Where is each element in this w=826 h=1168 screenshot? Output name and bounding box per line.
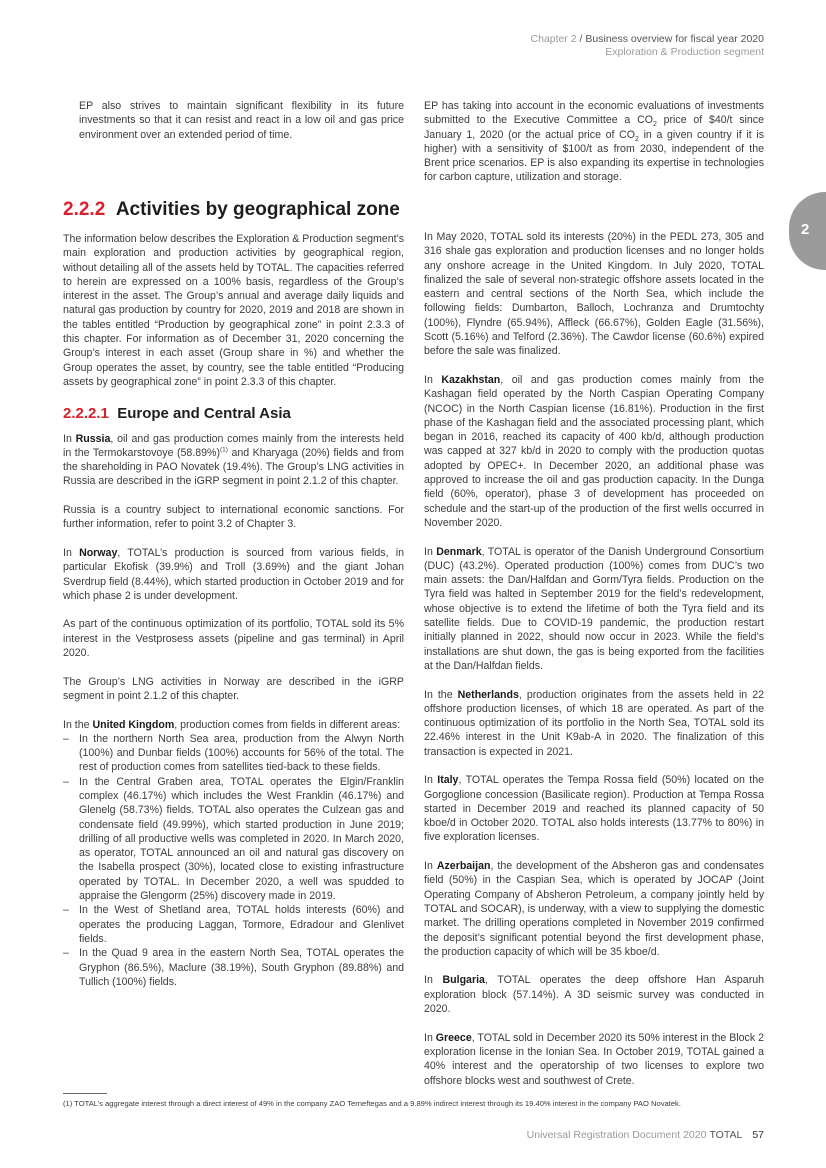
uk-bold: United Kingdom [92,718,175,731]
norway-pre: In [63,546,80,559]
subsection-number: 2.2.2.1 [63,404,109,422]
denmark-bold: Denmark [436,545,482,558]
italy-bold: Italy [437,774,459,787]
kazakhstan-paragraph [424,373,764,530]
italy-paragraph [424,773,764,844]
sanctions-paragraph: Russia is a country subject to international economic sanctions. For further information, refer to point 3.2 of Chapter 3. [63,504,404,531]
section-number: 2.2.2 [63,199,106,220]
uk-text: , production comes from fields in different areas: [174,718,401,731]
netherlands-paragraph [424,688,764,759]
page-footer [527,1129,764,1141]
norway-bold: Norway [79,546,118,559]
page-number: 57 [752,1129,764,1141]
page-header [531,33,764,58]
list-item: – In the northern North Sea area, production from the Alwyn North (100%) and Dunbar fields (100%) accounts for 56% of the total. The rest of production comes from satellites tied-back to these fields. [63,732,404,775]
russia-text-1: , oil and gas production comes mainly from the interests held in the Termokarstovoye (58.89%) [63,432,404,459]
norway-text: , TOTAL’s production is sourced from various fields, in particular Ekofisk (39.9%) and Troll (3.69%) and the giant Johan Sverdrup field (8.44%), which started production in October 2019 and for which phase 2 is under development. [63,546,404,602]
greece-text: , TOTAL sold in December 2020 its 50% interest in the Block 2 exploration license in the Ionian Sea. In October 2019, TOTAL gained a 40% interest and the operatorship of two licenses to explore two offshore blocks west and southwest of Crete. [424,1031,764,1087]
list-item: – In the Central Graben area, TOTAL operates the Elgin/Franklin complex (46.17%) which includes the West Franklin (46.17%) and Glenelg (58.73%) fields. TOTAL also operates the Culzean gas and condensate field (49.99%), which started production in June 2019; drilling of all productive wells was completed in 2020. In March 2020, as operator, TOTAL announced an oil and natural gas discovery on the Isabella prospect (30%), located close to existing infrastructure operated by TOTAL. In December 2020, a well was spudded to appraise the Glengorm (25%) discovery made in 2019. [63,775,404,904]
azerbaijan-pre: In [424,860,437,873]
right-column [424,230,764,1102]
chapter-tab-number: 2 [801,221,810,238]
list-item: – In the West of Shetland area, TOTAL holds interests (60%) and operates the producing Laggan, Tormore, Edradour and Glenlivet fields. [63,903,404,946]
russia-paragraph [63,432,404,489]
greece-bold: Greece [435,1031,472,1044]
intro-right-sub-1: 2 [652,121,657,129]
greece-pre: In [424,1031,436,1044]
subsection-title: Europe and Central Asia [117,404,291,422]
bulgaria-pre: In [424,974,443,987]
bulgaria-paragraph [424,973,764,1016]
list-item: – In the Quad 9 area in the eastern North Sea, TOTAL operates the Gryphon (86.5%), Maclure (38.19%), South Gryphon (89.88%) and Tullich (100%) fields. [63,946,404,989]
uk-intro [63,718,404,732]
chapter-tab [789,192,826,270]
section-intro: The information below describes the Exploration & Production segment’s main exploration and production activities by geographical region, without detailing all of the assets held by TOTAL. The capacities referred to herein are expressed on a 100% basis, regardless of the Group’s interest in the asset. The Group’s annual and average daily liquids and natural gas production by country for 2020, 2019 and 2018 are shown in the tables entitled “Production by geographical zone” in point 2.3.3 of this chapter. For information as of December 31, 2020 concerning the Group’s interest in each asset (Group share in %) and whether the Group operates the asset, by country, see the table entitled “Producing assets by geographical zone” in point 2.3.3 of this chapter. [63,233,404,388]
lng-paragraph: The Group’s LNG activities in Norway are described in the iGRP segment in point 2.1.2 of this chapter. [63,675,404,702]
bulgaria-bold: Bulgaria [442,974,485,987]
netherlands-bold: Netherlands [457,688,519,701]
greece-paragraph [424,1031,764,1088]
denmark-text: , TOTAL is operator of the Danish Underground Consortium (DUC) (43.2%). Operated production (100%) comes from DUC’s two main assets: the Dan/Halfdan and Gorm/Tyra fields. Production on the Tyra field was halted in September 2019 for the field’s redevelopment, whose objective is to extend the lifetime of both the Tyra field and its satellite fields. Due to COVID-19 pandemic, the production restart initially planned in 2022, should now occur in 2023. While the field’s installations are shut down, the gas is being exported from the facilities at the Dan/Halfdan fields. [424,545,765,672]
subsection-heading [63,404,404,423]
footnote: (1) TOTAL’s aggregate interest through a direct interest of 49% in the company ZAO Terneftegas and a 9.89% indirect interest through its 19.40% interest in the company PAO Novatek. [63,1099,681,1108]
optimization-paragraph: As part of the continuous optimization of its portfolio, TOTAL sold its 5% interest in the Vestprosess assets (pipeline and gas terminal) in April 2020. [63,618,404,660]
header-chapter: Chapter 2 [530,33,577,45]
kazakhstan-text: , oil and gas production comes mainly from the Kashagan field operated by the North Caspian Operating Company (NCOC) in the North Caspian license (16.81%). Production in the first phase of the Kashagan field and the associated processing plant, which began in 2016, reached its capacity of 400 kb/d, although production was capped at 327 kb/d in 2020 to comply with the production quotas adopted by OPEC+. In December 2020, an additional phase was approved to increase the oil and gas production capacity. In the Dunga field (60%, operator), phase 3 of development has proceeded on schedule and the start-up of the production of the first wells occurred in November 2020. [424,373,765,529]
section-heading [63,198,404,222]
intro-right-text-1: EP has taking into account in the economic evaluations of investments submitted to the Executive Committee a CO [424,100,764,127]
uk-pre: In the [63,718,93,731]
header-subtitle: Exploration & Production segment [605,45,764,58]
left-column [63,198,404,989]
header-title: Business overview for fiscal year 2020 [585,33,764,45]
header-separator: / [576,33,586,45]
intro-right [424,99,764,199]
kazakhstan-bold: Kazakhstan [441,373,501,386]
denmark-paragraph [424,545,764,674]
footer-brand: TOTAL [709,1129,743,1141]
netherlands-pre: In the [424,688,458,701]
uk-list [63,732,404,989]
norway-paragraph [63,546,404,603]
denmark-pre: In [424,545,437,558]
header-chapter-line [531,33,764,46]
azerbaijan-paragraph [424,859,764,959]
intro-left [63,99,404,156]
kazakhstan-pre: In [424,373,442,386]
intro-right-text-2: price of $40/t since January 1, 2020 (or the actual price of CO [424,114,764,141]
russia-bold: Russia [75,432,111,445]
intro-right-paragraph [424,99,764,185]
bulgaria-text: , TOTAL operates the deep offshore Han Asparuh exploration block (57.14%). A 3D seismic survey was conducted in 2020. [424,974,765,1016]
section-title: Activities by geographical zone [115,199,400,220]
netherlands-text: , production originates from the assets held in 22 offshore production licenses, of which 18 are operated. As part of the continuous optimization of its portfolio in the North Sea, TOTAL sold its 22.46% interest in the Unit K9ab-A in 2020. The finalization of this transaction is expected in 2021. [424,688,764,758]
footnote-ref: (1) [220,446,228,454]
intro-left-paragraph: EP also strives to maintain significant flexibility in its future investments so that it can resist and react in a low oil and gas price environment over an extended period of time. [79,100,404,141]
azerbaijan-text: , the development of the Absheron gas and condensates field (50%) in the Caspian Sea, which is operated by JOCAP (Joint Operating Company of Absheron Petroleum, a company jointly held by TOTAL and SOCAR), is underway, with a view to supplying the domestic market. The drilling operations completed in November 2019 confirmed the deposit’s significant potential beyond the first development phase, the production capacity of which will be 35 kboe/d. [424,860,765,958]
intro-right-text-3: in a given country if it is higher) with a sensitivity of $100/t as from 2030, independent of the Brent price scenarios. EP is also expanding its expertise in technologies for carbon capture, utilization and storage. [424,128,764,184]
azerbaijan-bold: Azerbaijan [436,860,491,873]
footer-document: Universal Registration Document 2020 [526,1129,707,1141]
italy-text: , TOTAL operates the Tempa Rossa field (50%) located on the Gorgoglione concession (Basilicate region). Production at Tempa Rossa started in December 2019 and reached its planned capacity of 50 kboe/d in October 2020. TOTAL also holds interests (13.77% to 80%) in five exploration licenses. [424,774,765,844]
intro-right-sub-2: 2 [635,135,639,143]
italy-pre: In [424,774,438,787]
russia-pre: In [63,432,76,445]
footnote-rule [63,1093,107,1094]
russia-text-2: and Kharyaga (20%) fields and from the shareholding in PAO Novatek (19.4%). The Group’s LNG activities in Russia are described in the iGRP segment in point 2.1.2 of this chapter. [63,446,404,488]
uk-continued-paragraph: In May 2020, TOTAL sold its interests (20%) in the PEDL 273, 305 and 316 shale gas exploration and production licenses and no longer holds any onshore acreage in the United Kingdom. In July 2020, TOTAL finalized the sale of several non-strategic offshore assets located in the eastern and central sections of the North Sea, which include the following fields: Dumbarton, Balloch, Lochranza and Drumtochty (100%), Flyndre (65.94%), Affleck (66.67%), Golden Eagle (31.56%), Scott (5.16%) and Telford (2.36%). The Cawdor license (60.6%) expired before the sale was finalized. [424,231,764,358]
